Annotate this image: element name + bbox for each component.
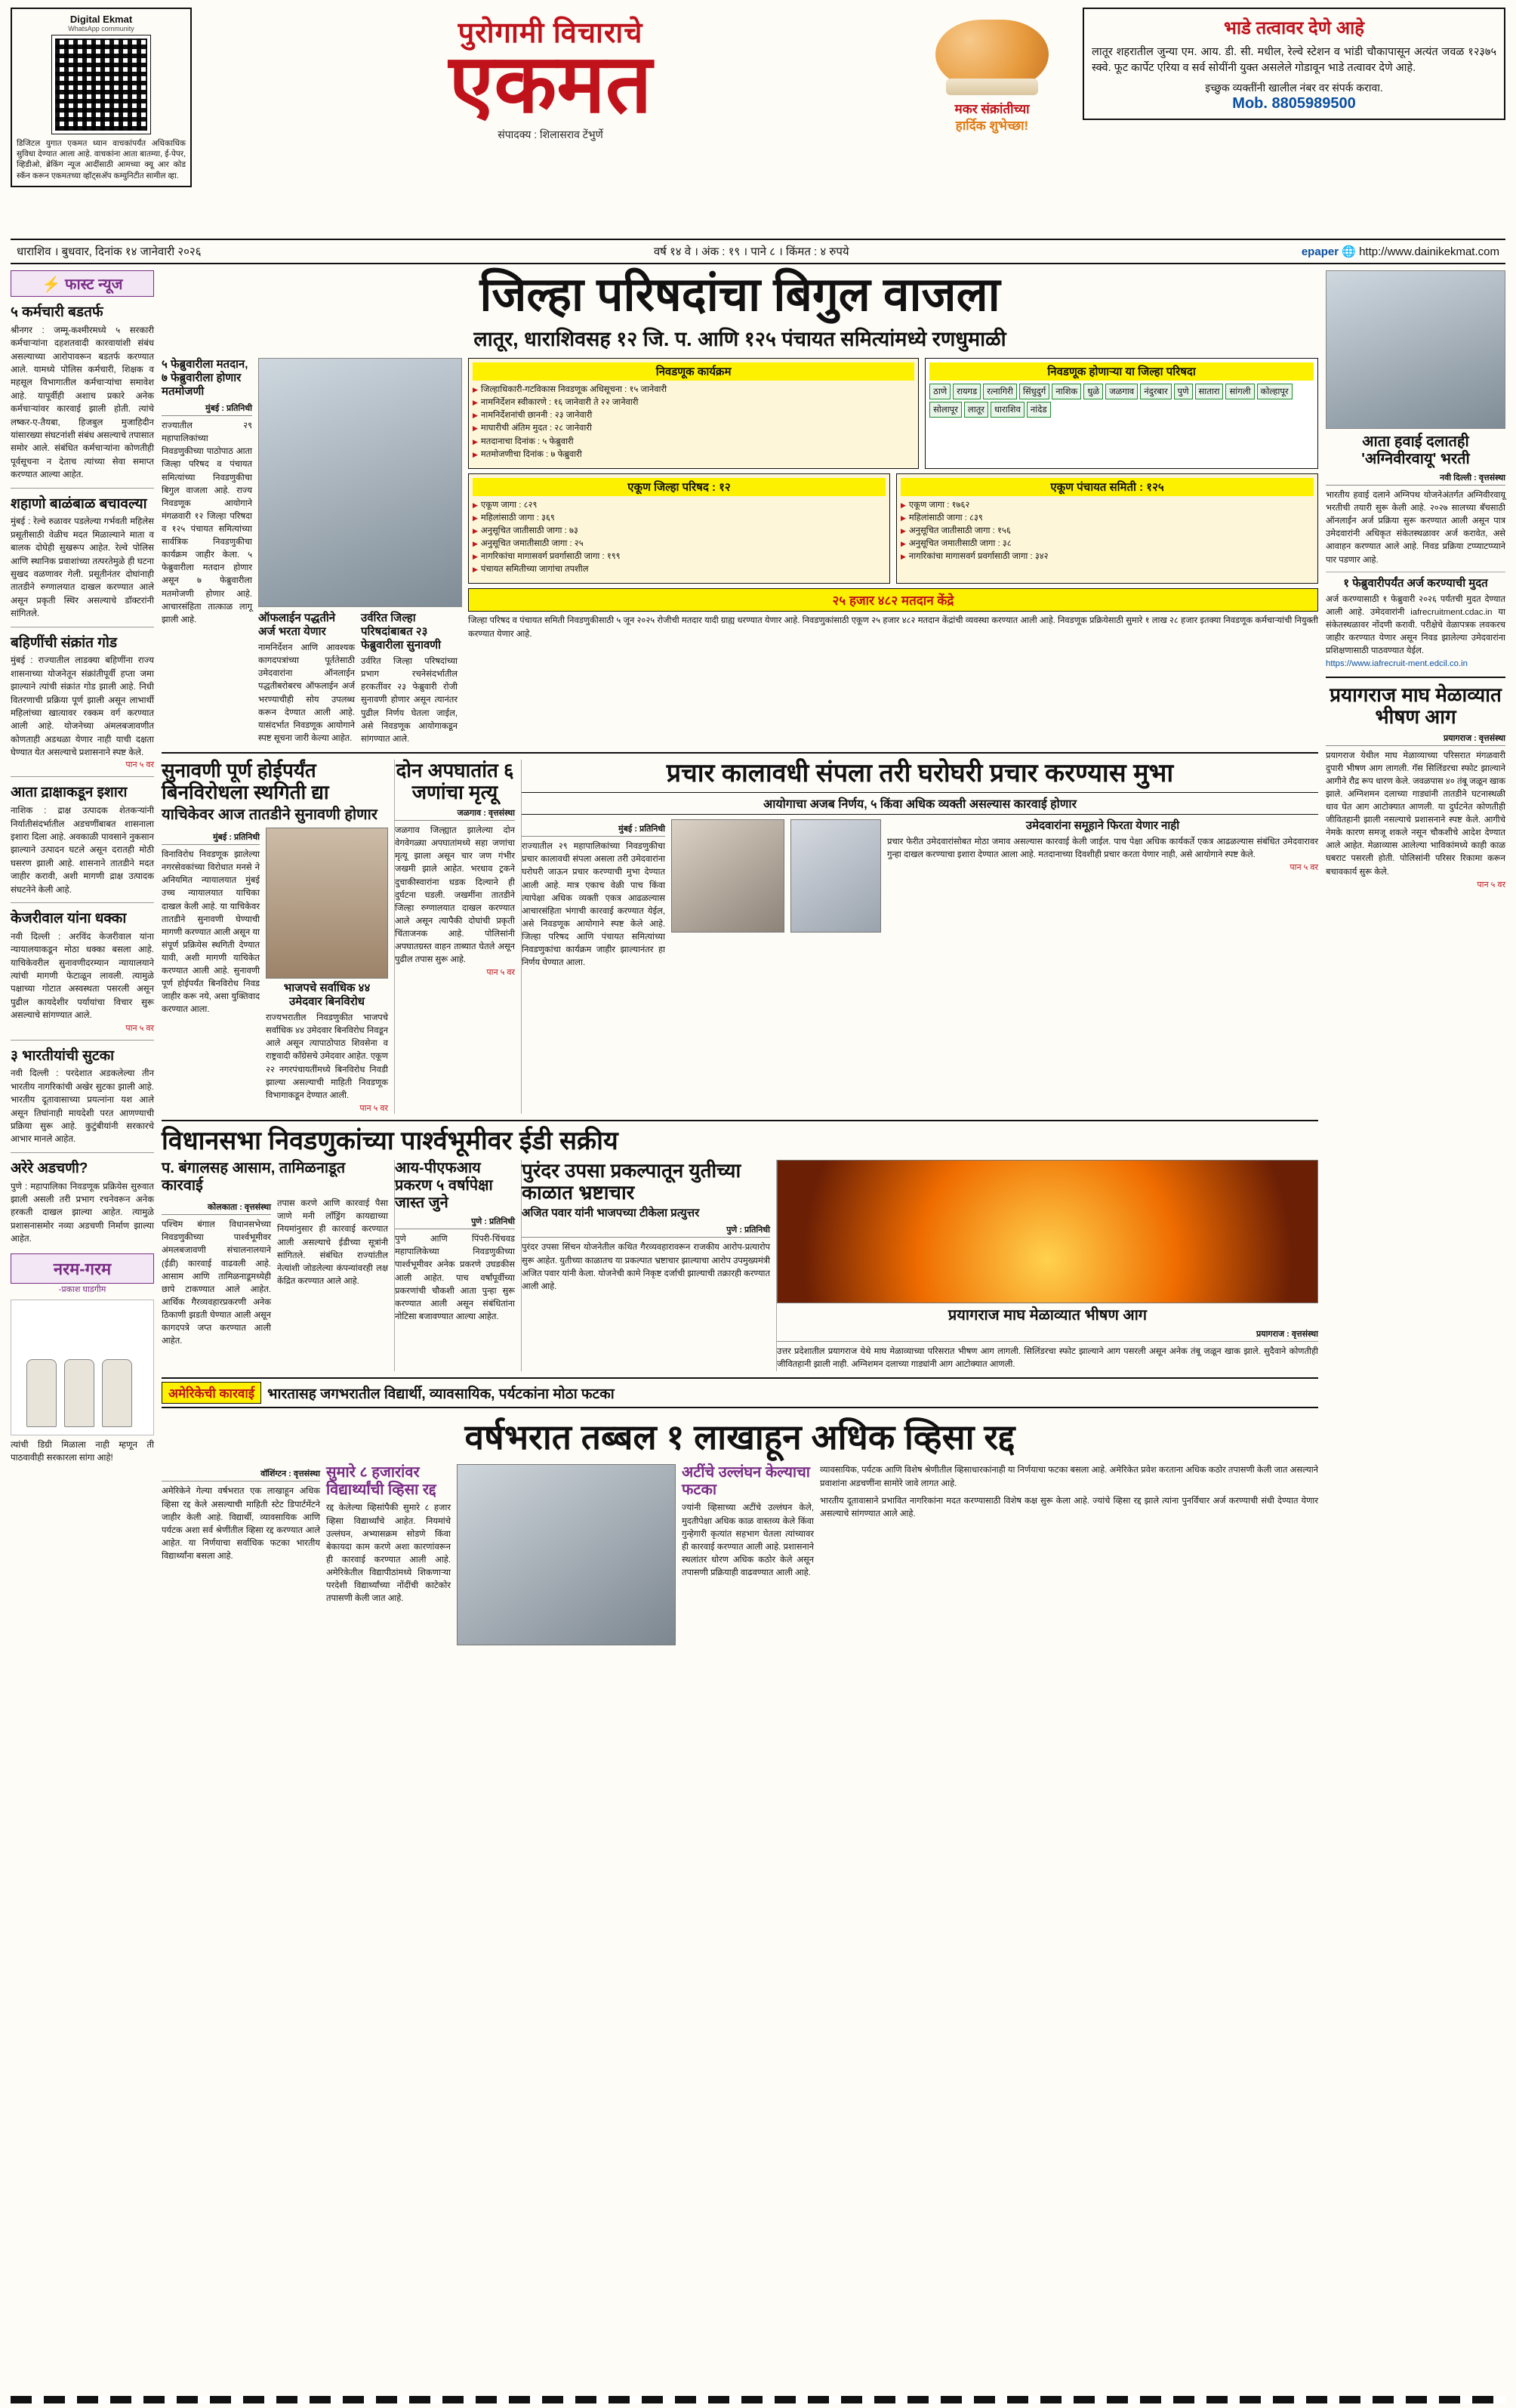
story-body: पश्चिम बंगाल विधानसभेच्या निवडणुकीच्या पार्श्वभूमीवर अंमलबजावणी संचालनालयाने (ईडी) कारवाई वाढवली आहे. आसाम आणि तामिळनाडूमध्येही छापे टाकण्यात आले आहेत. आर्थिक गैरव्यवहारप्रकरणी अनेक ठिकाणी झडती घेण्यात आली असून कागदपत्रे जप्त करण्यात आली आहेत. xyxy=(162,1220,271,1346)
festival-greeting xyxy=(909,8,1075,134)
visa-story-row xyxy=(162,1464,1318,1645)
lead-text-column-2 xyxy=(258,612,355,746)
list-item[interactable] xyxy=(11,496,154,621)
sidebar-headline: उमेदवारांना समूहाने फिरता येणार नाही xyxy=(1025,819,1180,833)
lead-info-boxes xyxy=(468,358,1318,746)
continued-label[interactable]: पान ५ वर xyxy=(1290,863,1318,873)
schedule-item: ▶ नामनिर्देशनांची छाननी : २३ जानेवारी xyxy=(473,409,914,422)
masthead xyxy=(11,8,1505,234)
ed-headline: विधानसभा निवडणुकांच्या पार्श्वभूमीवर ईडी सक्रीय xyxy=(162,1126,618,1155)
ps-stat: ▶ नागरिकांचा मागासवर्ग प्रवर्गासाठी जागा : ३४२ xyxy=(901,550,1314,563)
masthead-title: एकमत xyxy=(448,40,652,130)
list-item[interactable] xyxy=(11,1048,154,1146)
polling-centers-text: जिल्हा परिषद व पंचायत समिती निवडणुकीसाठी ५ जून २०२५ रोजीची मतदार यादी ग्राह्य धरण्यात येणार आहे. निवडणुकांसाठी एकूण २५ हजार ४८२ मतदान केंद्रांची व्यवस्था करण्यात आली आहे. निवडणूक प्रक्रियेसाठी सुमारे १ लाख २८ हजार इतक्या निवडणूक कर्मचाऱ्यांची नियुक्ती करण्यात येणार आहे. xyxy=(468,616,1318,639)
main-content xyxy=(162,270,1318,1645)
byline: कोलकाता : वृत्तसंस्था xyxy=(162,1201,271,1215)
zp-chip: नांदेड xyxy=(1027,402,1051,418)
continued-label[interactable]: पान ५ वर xyxy=(125,760,154,770)
qr-caption: डिजिटल युगात एकमत ध्यान वाचकांपर्यंत अधिकाधिक सुविधा देण्यात आला आहे. वाचकांना आता बातम्या, ई-पेपर, व्हिडीओ, ब्रेकिंग न्यूज आदींसाठी आमच्या क्यू आर कोड स्कॅन करून एकमतच्या व्हॉट्सअ‍ॅप कम्युनिटीत सामील व्हा. xyxy=(17,139,186,180)
schedule-item: ▶ जिल्हाधिकारी-गटविकास निवडणूक अधिसूचना : १५ जानेवारी xyxy=(473,384,914,396)
right-headline-2: १ फेब्रुवारीपर्यंत अर्ज करण्याची मुदत xyxy=(1343,576,1488,590)
zp-chip: धाराशिव xyxy=(991,402,1025,418)
story-body: उत्तर प्रदेशातील प्रयागराज येथे माघ मेळाव्याच्या परिसरात भीषण आग लागली. सिलिंडरचा स्फोट झाल्याने आग पसरली असून अनेक तंबू जळून खाक झाले. सुदैवाने कोणतीही जीवितहानी झाली नाही. अग्निशमन दलाच्या गाड्यांनी आग आटोक्यात आणली. xyxy=(777,1347,1318,1370)
right-column xyxy=(1326,270,1505,1645)
visa-body-2: भारतीय दूतावासाने प्रभावित नागरिकांना मदत करण्यासाठी विशेष कक्ष सुरू केला आहे. ज्यांचे व्हिसा रद्द झाले त्यांना पुनर्विचार अर्ज करण्याची संधी देण्यात येणार असल्याचे सांगण्यात आले आहे. xyxy=(820,1496,1318,1518)
visa-photo-block xyxy=(457,1464,676,1645)
divider xyxy=(162,1120,1318,1121)
story-body: राज्यातील २९ महापालिकांच्या निवडणुकीचा प्रचार कालावधी संपला असला तरी उमेदवारांना घरोघरी जाऊन प्रचार करण्याची मुभा देण्यात आली आहे. मात्र एकाच वेळी पाच किंवा त्यापेक्षा अधिक व्यक्ती एकत्र आढळल्यास आचारसंहिता भंगाची कारवाई करण्यात येईल, असे निवडणूक आयोगाने स्पष्ट केले आहे. जिल्हा परिषद आणि पंचायत समित्यांच्या निवडणुकांचा कार्यक्रम जाहीर झाल्यानंतर हा निर्णय घेण्यात आला. xyxy=(522,842,665,968)
trump-photo xyxy=(457,1464,676,1645)
news-body: पुणे : महापालिका निवडणूक प्रक्रियेस सुरुवात झाली असली तरी प्रभाग रचनेवरून अनेक हरकती दाखल झाल्या आहेत. त्यामुळे प्रशासनासमोर नव्या अडचणी निर्माण झाल्या आहेत. xyxy=(11,1181,154,1244)
title-block xyxy=(199,8,901,142)
visa-sub-headline-2: अटींचे उल्लंघन केल्याचा फटका xyxy=(682,1464,810,1499)
lead-kicker-2: ऑफलाईन पद्धतीने अर्ज भरता येणार xyxy=(258,612,336,639)
story-body: जळगाव जिल्ह्यात झालेल्या दोन वेगवेगळ्या अपघातांमध्ये सहा जणांचा मृत्यू झाला असून चार जण गंभीर जखमी झाले आहेत. भरधाव ट्रकने दुचाकीस्वारांना धडक दिल्याने ही दुर्घटना घडली. जखमींना तातडीने जिल्हा रुग्णालयात दाखल करण्यात आले असून त्यापैकी दोघांची प्रकृती चिंताजनक आहे. पोलिसांनी अपघातग्रस्त वाहन ताब्यात घेतले असून पुढील तपास सुरू आहे. xyxy=(395,826,515,965)
divider xyxy=(1326,677,1505,678)
fast-news-label: फास्ट न्यूज xyxy=(65,276,123,293)
story-headline: प. बंगालसह आसाम, तामिळनाडूत कारवाई xyxy=(162,1160,346,1195)
lead-headline: जिल्हा परिषदांचा बिगुल वाजला xyxy=(479,269,1000,321)
visa-col-1 xyxy=(162,1464,320,1645)
politician-photo xyxy=(671,819,784,933)
byline: पुणे : प्रतिनिधी xyxy=(522,1224,770,1238)
right-body-3: प्रयागराज येथील माघ मेळाव्याच्या परिसरात मंगळवारी दुपारी भीषण आग लागली. गॅस सिलिंडरचा स्फोट झाल्याने आगीने रौद्र रूप धारण केले. जवळपास ४० तंबू जळून खाक झाले. अग्निशमन दलाच्या गाड्यांनी तातडीने घटनास्थळी धाव घेत आग आटोक्यात आणली. या दुर्घटनेत कोणतीही जीवितहानी झाली नसल्याचे प्रशासनाने स्पष्ट केले. आगीचे नेमके कारण समजू शकले नसून चौकशीचे आदेश देण्यात आले आहेत. मेळाव्यास आलेल्या भाविकांमध्ये काही काळ घबराट पसरली होती. पोलिसांनी परिसर रिकामा करून बचावकार्य सुरू केले. xyxy=(1326,751,1505,877)
ps-stat: ▶ एकूण जागा : १७६२ xyxy=(901,499,1314,512)
zp-chip: पुणे xyxy=(1174,384,1193,399)
continued-label[interactable]: पान ५ वर xyxy=(125,1023,154,1033)
story-headline: पुरंदर उपसा प्रकल्पातून युतीच्या काळात भ्रष्टाचार xyxy=(522,1159,741,1204)
visa-headline: वर्षभरात तब्बल १ लाखाहून अधिक व्हिसा रद्द xyxy=(464,1417,1015,1457)
zp-chip: रत्नागिरी xyxy=(983,384,1017,399)
zp-chip: लातूर xyxy=(964,402,988,418)
festival-line-1: मकर संक्रांतीच्या xyxy=(954,102,1030,116)
narm-title: नरम-गरम xyxy=(53,1259,112,1278)
lead-text-column-3 xyxy=(361,612,458,746)
zp-stat: ▶ एकूण जागा : ८२९ xyxy=(473,499,886,512)
laddoo-icon xyxy=(935,20,1049,89)
story-body-cont: तपास करणे आणि कारवाई पैसा जाणे मनी लाँड्रिंग कायद्याच्या नियमांनुसार ही कारवाई करण्यात आली असल्याचे ईडीच्या सूत्रांनी सांगितले. संबंधित राज्यांतील नेत्यांशी जोडलेल्या कंपन्यांवरही लक्ष केंद्रित करण्यात आले आहे. xyxy=(277,1199,388,1286)
bolt-icon: ⚡ xyxy=(42,276,61,293)
voting-machine-photo xyxy=(790,819,881,933)
zp-list-title: निवडणूक होणाऱ्या या जिल्हा परिषदा xyxy=(929,362,1314,381)
story-body: पुरंदर उपसा सिंचन योजनेतील कथित गैरव्यवहारावरून राजकीय आरोप-प्रत्यारोप सुरू आहेत. युतीच्या काळातच या प्रकल्पात भ्रष्टाचार झाल्याचा आरोप उपमुख्यमंत्री अजित पवार यांनी केला. योजनेची कामे निकृष्ट दर्जाची झाल्याची तक्रारही करण्यात आली आहे. xyxy=(522,1243,770,1291)
story-accident[interactable] xyxy=(394,760,515,1114)
globe-icon: 🌐 xyxy=(1342,245,1356,258)
ad-headline: भाडे तत्वावर देणे आहे xyxy=(1223,18,1365,39)
byline: प्रयागराज : वृत्तसंस्था xyxy=(1326,732,1505,746)
ad-footer: इच्छुक व्यक्तींनी खालील नंबर वर संपर्क करावा. xyxy=(1205,82,1383,94)
ad-body: लातूर शहरातील जुन्या एम. आय. डी. सी. मधील, रेल्वे स्टेशन व भांडी चौकापासून अत्यंत जवळ १२३७५ स्क्वे. फूट कार्पेट एरिया व सर्व सोयींनी युक्त असलेले गोडावून भाडे तत्वावर देणे आहे. xyxy=(1092,46,1496,75)
court-building-photo xyxy=(266,828,388,979)
fire-photo xyxy=(777,1160,1318,1303)
story-body: पुणे आणि पिंपरी-चिंचवड महापालिकेच्या निवडणुकीच्या पार्श्वभूमीवर अनेक प्रकरणे उघडकीस आली आहेत. पाच वर्षांपूर्वीच्या प्रकरणांची चौकशी आता पुन्हा सुरू करण्यात आली असून संबंधितांना नोटिसा बजावण्यात आल्या आहेत. xyxy=(395,1235,515,1321)
news-body: मुंबई : रेल्वे रुळावर पडलेल्या गर्भवती महिलेस प्रसूतीसाठी वेळीच मदत मिळाल्याने माता व बालक दोघेही सुखरूप आहेत. रेल्वे पोलिस आणि स्थानिक प्रवाशांच्या तत्परतेमुळे ही घटना सुखद वळणावर गेली. प्रसूतीनंतर दोघांनाही तातडीने रुग्णालयात दाखल करण्यात आले असून प्रकृती स्थिर असल्याचे डॉक्टरांनी सांगितले. xyxy=(11,516,154,619)
visa-col-3 xyxy=(682,1464,814,1645)
byline: वॉशिंग्टन : वृत्तसंस्था xyxy=(162,1468,320,1481)
byline: प्रयागराज : वृत्तसंस्था xyxy=(777,1328,1318,1342)
list-item[interactable] xyxy=(11,635,154,771)
zp-chip: सातारा xyxy=(1195,384,1224,399)
band-tag: अमेरिकेची कारवाई xyxy=(162,1382,261,1404)
fast-news-header xyxy=(11,270,154,297)
lead-photo-block xyxy=(258,358,462,746)
masthead-editor: संपादक्य : शिलासराव टेंभुर्णे xyxy=(498,128,603,140)
qr-code-box[interactable] xyxy=(11,8,192,187)
ps-stat: ▶ अनुसूचित जातीसाठी जागा : १५६ xyxy=(901,525,1314,538)
polling-centers-banner: २५ हजार ४८२ मतदान केंद्रे xyxy=(468,588,1318,612)
byline: नवी दिल्ली : वृत्तसंस्था xyxy=(1326,472,1505,486)
visa-body-1: व्यावसायिक, पर्यटक आणि विशेष श्रेणीतील व्हिसाधारकांनाही या निर्णयाचा फटका बसला आहे. अमेरिकेत प्रवेश करताना अधिक कठोर तपासणी केली जात असल्याने प्रवाशांना अडचणींना सामोरे जावे लागत आहे. xyxy=(820,1466,1318,1488)
news-body: नाशिक : द्राक्ष उत्पादक शेतकऱ्यांनी निर्यातीसंदर्भातील अडचणींबाबत शासनाला इशारा दिला आहे. अवकाळी पावसाने नुकसान झाल्याने उत्पादन घटले असून दरातही मोठी घसरण झाली आहे. शासनाने तातडीने मदत जाहीर करावी, अशी मागणी द्राक्ष उत्पादक संघटनेने केली आहे. xyxy=(11,806,154,895)
zp-stats-title: एकूण जिल्हा परिषद : १२ xyxy=(473,478,886,496)
visa-band xyxy=(162,1377,1318,1408)
ad-mobile-number: Mob. 8805989500 xyxy=(1232,95,1356,113)
byline: मुंबई : प्रतिनिधी xyxy=(522,823,665,837)
cartoon-illustration xyxy=(11,1300,154,1435)
news-title: ५ कर्मचारी बडतर्फ xyxy=(11,304,103,320)
byline: मुंबई : प्रतिनिधी xyxy=(162,402,252,416)
list-item[interactable] xyxy=(11,785,154,896)
lead-text-column-1 xyxy=(162,358,252,746)
photo-caption: भाजपचे सर्वाधिक ४४ उमेदवार बिनविरोध xyxy=(283,982,371,1009)
list-item[interactable] xyxy=(11,1161,154,1246)
air-force-photo xyxy=(1326,270,1505,429)
epaper-link[interactable]: epaper xyxy=(1301,245,1339,258)
secondary-stories-row xyxy=(162,760,1318,1114)
story-subhead: अजित पवार यांनी भाजपच्या टीकेला प्रत्युत्तर xyxy=(522,1207,700,1220)
ps-stats-title: एकूण पंचायत समिती : १२५ xyxy=(901,478,1314,496)
news-body: मुंबई : राज्यातील लाडक्या बहिणींना राज्य शासनाच्या योजनेतून संक्रांतीपूर्वी हप्ता जमा झाल्याने त्यांची संक्रांत गोड झाली आहे. निधी वितरणाची प्रक्रिया पूर्ण झाली असून लाभार्थी महिलांच्या खात्यावर रक्कम वर्ग करण्यात आली आहे. योजनेच्या अंमलबजावणीत कोणताही अडथळा येणार नाही याची दक्षता घेण्यात येत असल्याचे प्रशासनाने स्पष्ट केले. xyxy=(11,655,154,758)
zp-list-box xyxy=(925,358,1318,469)
recruitment-url[interactable]: https://www.iafrecruit-ment.edcil.co.in xyxy=(1326,659,1468,669)
byline: मुंबई : प्रतिनिधी xyxy=(162,831,260,845)
lead-body-2: नामनिर्देशन आणि आवश्यक कागदपत्रांच्या पूर्ततेसाठी उमेदवारांना ऑनलाईन पद्धतीबरोबरच ऑफलाईन अर्ज भरण्याचीही सोय उपलब्ध करून देण्यात आली आहे. यासंदर्भात निवडणूक आयोगाने स्पष्ट सूचना जारी केल्या आहेत. xyxy=(258,643,355,743)
news-title: केजरीवाल यांना धक्का xyxy=(11,911,127,927)
lead-kicker-3: उर्वरित जिल्हा परिषदांबाबत २३ फेब्रुवारीला सुनावणी xyxy=(361,612,442,652)
zp-chip: सिंधुदुर्ग xyxy=(1019,384,1049,399)
fast-news-column xyxy=(11,270,154,1645)
byline: जळगाव : वृत्तसंस्था xyxy=(395,807,515,821)
visa-col-4 xyxy=(820,1464,1318,1645)
story-headline: सुनावणी पूर्ण होईपर्यंत बिनविरोधला स्थगिती द्या xyxy=(162,758,329,803)
news-body: नवी दिल्ली : परदेशात अडकलेल्या तीन भारतीय नागरिकांची अखेर सुटका झाली आहे. भारतीय दूतावासाच्या प्रयत्नांना यश आले असून तिघांनाही मायदेशी परत आणण्याची प्रक्रिया सुरू आहे. कुटुंबीयांनी सरकारचे आभार मानले आहेत. xyxy=(11,1068,154,1145)
zp-stats-box xyxy=(468,473,890,584)
info-bar xyxy=(11,239,1505,264)
visa-lead: अमेरिकेने गेल्या वर्षभरात एक लाखाहून अधिक व्हिसा रद्द केले असल्याची माहिती स्टेट डिपार्टमेंटने जाहीर केली आहे. विद्यार्थी, व्यावसायिक आणि पर्यटक अशा सर्व श्रेणींतील व्हिसा रद्द करण्यात आले आहेत. या निर्णयाचा सर्वाधिक फटका भारतीय विद्यार्थ्यांना बसला आहे. xyxy=(162,1487,320,1561)
sidebar-body: प्रचार फेरीत उमेदवारांसोबत मोठा जमाव असल्यास कारवाई केली जाईल. पाच पेक्षा अधिक कार्यकर्ते एकत्र आढळल्यास संबंधित उमेदवारावर गुन्हा दाखल करण्याचा इशारा देण्यात आला आहे. मतदानाच्या दिवशीही प्रचार करता येणार नाही, असे आयोगाने स्पष्ट केले. xyxy=(887,837,1318,860)
story-headline: दोन अपघातांत ६ जणांचा मृत्यू xyxy=(396,758,514,803)
visa-sub-text-1: रद्द केलेल्या व्हिसांपैकी सुमारे ८ हजार व्हिसा विद्यार्थ्यांचे आहेत. नियमांचे उल्लंघन, अभ्यासक्रम सोडणे किंवा बेकायदा काम करणे अशा कारणांवरून ही कारवाई करण्यात आली आहे. अमेरिकेतील विद्यापीठांमध्ये शिकणाऱ्या परदेशी विद्यार्थ्यांच्या नोंदींची काटेकोर तपासणी केली जात आहे. xyxy=(326,1503,451,1604)
election-schedule-box xyxy=(468,358,919,469)
zp-chip: ठाणे xyxy=(929,384,951,399)
schedule-item: ▶ माघारीची अंतिम मुदत : २८ जानेवारी xyxy=(473,422,914,435)
byline: पुणे : प्रतिनिधी xyxy=(395,1216,515,1229)
continued-label[interactable]: पान ५ वर xyxy=(1477,880,1505,890)
divider xyxy=(11,776,154,777)
zp-stat: ▶ अनुसूचित जातीसाठी जागा : ७३ xyxy=(473,525,886,538)
masthead-tagline: पुरोगामी विचाराचे xyxy=(458,17,643,49)
zp-stat: ▶ पंचायत समितीच्या जागांचा तपशील xyxy=(473,563,886,576)
lead-kicker-1: ५ फेब्रुवारीला मतदान, ७ फेब्रुवारीला होणार मतमोजणी xyxy=(162,358,248,399)
zp-chip: नंदुरबार xyxy=(1140,384,1171,399)
news-title: ३ भारतीयांची सुटका xyxy=(11,1047,115,1064)
narm-author: -प्रकाश घाडगीम xyxy=(58,1284,106,1294)
right-body-1: भारतीय हवाई दलाने अग्निपथ योजनेअंतर्गत अग्निवीरवायू भरतीची तयारी सुरू केली आहे. २०२७ सालच्या बॅचसाठी ऑनलाईन अर्ज प्रक्रिया सुरू करण्यात आली असून पात्र उमेदवारांनी अधिकृत संकेतस्थळावर अर्ज करावेत, असे आवाहन करण्यात आले आहे. निवड प्रक्रिया टप्प्याटप्प्याने पार पडणार आहे. xyxy=(1326,491,1505,565)
band-tagline: भारतासह जगभरातील विद्यार्थी, व्यावसायिक, पर्यटकांना मोठा फटका xyxy=(267,1386,615,1402)
continued-label[interactable]: पान ५ वर xyxy=(359,1103,388,1113)
schedule-list xyxy=(473,384,914,461)
zp-chip: नाशिक xyxy=(1052,384,1081,399)
issue-details: वर्ष १४ वे । अंक : १९ । पाने ८ । किंमत : ४ रुपये xyxy=(653,245,849,258)
zp-chip: धुळे xyxy=(1083,384,1103,399)
story-hearing[interactable] xyxy=(162,760,388,1114)
story-headline: प्रचार कालावधी संपला तरी घरोघरी प्रचार करण्यास मुभा xyxy=(666,758,1174,788)
photo-story-body: राज्यभरातील निवडणुकीत भाजपचे सर्वाधिक ४४ उमेदवार बिनविरोध निवडून आले असून त्यापाठोपाठ शिवसेना व राष्ट्रवादी काँग्रेसचे उमेदवार आहेत. एकूण २२ नगरपंचायतींमध्ये बिनविरोध निवडी झाल्या असल्याची माहिती निवडणूक विभागाकडून देण्यात आली. xyxy=(266,1013,388,1100)
story-prayagraj-fire[interactable] xyxy=(776,1160,1318,1371)
column-narm-garam-header xyxy=(11,1253,154,1284)
ps-stats-box xyxy=(896,473,1318,584)
zp-stat: ▶ महिलांसाठी जागा : ३६९ xyxy=(473,512,886,525)
divider xyxy=(11,902,154,903)
website-url[interactable]: http://www.dainikekmat.com xyxy=(1359,245,1499,258)
page-footer-bar xyxy=(11,2396,1505,2403)
story-headline: आय-पीएफआय प्रकरण ५ वर्षापेक्षा जास्त जुने xyxy=(395,1160,493,1212)
zp-chip: जळगाव xyxy=(1105,384,1138,399)
schedule-title: निवडणूक कार्यक्रम xyxy=(473,362,914,381)
zp-chip: सांगली xyxy=(1225,384,1254,399)
story-campaign[interactable] xyxy=(521,760,1318,1114)
news-title: अरेरे अडचणी? xyxy=(11,1160,88,1176)
continued-label[interactable]: पान ५ वर xyxy=(486,968,515,978)
story-body: विनाविरोध निवडणूक झालेल्या नगरसेवकांच्या विरोधात मनसे ने अनियमित न्यायालयात मुंबई उच्च न्यायालयात याचिका दाखल केली आहे. या याचिकेवर तातडीने सुनावणी घेण्याची मागणी करण्यात आली असून या संपूर्ण प्रक्रियेस स्थगिती देण्यात यावी, अशी मागणी याचिकेत करण्यात आली आहे. सुनावणी पूर्ण होईपर्यंत बिनविरोध निवड जाहीर करू नये, असा युक्तिवाद करण्यात आला. xyxy=(162,850,260,1015)
qr-code-image[interactable] xyxy=(52,35,150,134)
list-item[interactable] xyxy=(11,304,154,482)
lead-subheadline: लातूर, धाराशिवसह १२ जि. प. आणि १२५ पंचायत समित्यांमध्ये रणधुमाळी xyxy=(473,328,1006,351)
news-title: आता द्राक्षाकडून इशारा xyxy=(11,785,128,801)
edition-date: धाराशिव । बुधवार, दिनांक १४ जानेवारी २०२६ xyxy=(17,245,202,258)
zp-chip: सोलापूर xyxy=(929,402,962,418)
cartoon-caption: त्यांची डिग्री मिळाला नाही म्हणून ती पाठवावीही सरकारला सांगा आहे! xyxy=(11,1439,154,1463)
news-title: बहिणींची संक्रांत गोड xyxy=(11,634,118,651)
right-body-2: अर्ज करण्यासाठी १ फेब्रुवारी २०२६ पर्यंतची मुदत देण्यात आली आहे. उमेदवारांनी iafrecruitment.cdac.in या संकेतस्थळावर नोंदणी करावी. परीक्षेचे वेळापत्रक लवकरच जाहीर करण्यात येणार असून निवड झालेल्या उमेदवारांना प्रशिक्षणासाठी पाठवण्यात येईल. xyxy=(1326,594,1505,656)
zp-chip: कोल्हापूर xyxy=(1257,384,1293,399)
schedule-item: ▶ नामनिर्देशन स्वीकारणे : १६ जानेवारी ते २२ जानेवारी xyxy=(473,396,914,409)
divider xyxy=(11,1040,154,1041)
qr-subtitle: WhatsApp community xyxy=(68,25,134,32)
lead-body-1: राज्यातील २९ महापालिकांच्या निवडणुकीच्या पाठोपाठ आता जिल्हा परिषद व पंचायत समित्यांच्या निवडणुकीचा बिगुल वाजला आहे. राज्य निवडणूक आयोगाने मंगळवारी १२ जिल्हा परिषदा व १२५ पंचायत समित्यांच्या सार्वत्रिक निवडणुकीचा कार्यक्रम जाहीर केला. ५ फेब्रुवारीला मतदान होणार असून ७ फेब्रुवारीला मतमोजणी होणार आहे. आचारसंहिता तात्काळ लागू झाली आहे. xyxy=(162,421,252,624)
schedule-item: ▶ मतदानाचा दिनांक : ५ फेब्रुवारी xyxy=(473,436,914,449)
festival-line-2: हार्दिक शुभेच्छा! xyxy=(955,119,1029,134)
ps-stat: ▶ अनुसूचित जमातीसाठी जागा : ३८ xyxy=(901,538,1314,550)
story-pfi[interactable] xyxy=(394,1160,515,1371)
story-purandar[interactable] xyxy=(521,1160,770,1371)
zp-chip: रायगड xyxy=(953,384,981,399)
news-body: श्रीनगर : जम्मू-कश्मीरमध्ये ५ सरकारी कर्मचाऱ्यांना दहशतवादी कारवायांशी संबंध असल्याच्या आरोपावरून बडतर्फ करण्यात आले. यामध्ये पोलिस कर्मचारी, शिक्षक व महसूल विभागातील कर्मचाऱ्यांचा समावेश आहे. यापूर्वीही अशाच प्रकारे अनेक कर्मचाऱ्यांवर कारवाई झाली होती. त्यांचे लष्कर-ए-तैयबा, हिजबुल मुजाहिदीन यांसारख्या संघटनांशी संबंध असल्याचे तपासात समोर आले. संबंधित कर्मचाऱ्यांना कोणतीही पूर्वसूचना न देताच त्यांच्या सेवा समाप्त करण्यात आल्या आहेत. xyxy=(11,325,154,480)
story-subhead: आयोगाचा अजब निर्णय, ५ किंवा अधिक व्यक्ती असल्यास कारवाई होणार xyxy=(522,792,1318,815)
news-body: नवी दिल्ली : अरविंद केजरीवाल यांना न्यायालयाकडून मोठा धक्का बसला आहे. याचिकेवरील सुनावणीदरम्यान न्यायालयाने त्यांची मागणी फेटाळून लावली. त्यामुळे पक्षाच्या गोटात अस्वस्थता पसरली असून पुढील कायदेशीर पर्यायांचा विचार सुरू असल्याचे सांगण्यात आले. xyxy=(11,931,154,1021)
ps-stat: ▶ महिलांसाठी जागा : ८३९ xyxy=(901,512,1314,525)
advertisement-box xyxy=(1083,8,1505,120)
schedule-item: ▶ मतमोजणीचा दिनांक : ७ फेब्रुवारी xyxy=(473,449,914,461)
ed-section xyxy=(162,1127,1318,1372)
visa-col-2 xyxy=(326,1464,451,1645)
zp-stat: ▶ नागरिकांचा मागासवर्ग प्रवर्गासाठी जागा : १९९ xyxy=(473,550,886,563)
zp-stat: ▶ अनुसूचित जमातीसाठी जागा : २५ xyxy=(473,538,886,550)
lead-body-3: उर्वरित जिल्हा परिषदांच्या प्रभाग रचनेसंदर्भातील हरकतींवर २३ फेब्रुवारी रोजी सुनावणी होणार असून त्यानंतर पुढील निर्णय घेतला जाईल, असे निवडणूक आयोगाकडून सांगण्यात आले. xyxy=(361,657,458,744)
divider xyxy=(11,488,154,489)
visa-sub-headline-1: सुमारे ८ हजारांवर विद्यार्थ्यांची व्हिसा रद्द xyxy=(326,1464,436,1499)
right-headline-1: आता हवाई दलातही 'अग्निवीरवायू' भरती xyxy=(1361,433,1470,467)
right-headline-3: प्रयागराज माघ मेळाव्यात भीषण आग xyxy=(1330,683,1502,729)
news-title: शहाणो बाळंबाळ बचावल्या xyxy=(11,495,147,512)
list-item[interactable] xyxy=(11,911,154,1034)
story-subhead: याचिकेवर आज तातडीने सुनावणी होणार xyxy=(162,806,377,824)
qr-title: Digital Ekmat xyxy=(69,14,133,25)
story-ed-bengal[interactable] xyxy=(162,1160,388,1371)
lead-photo-evm-hand xyxy=(258,358,462,607)
divider xyxy=(162,752,1318,754)
story-headline: प्रयागराज माघ मेळाव्यात भीषण आग xyxy=(948,1307,1148,1324)
divider xyxy=(11,1152,154,1153)
visa-sub-text-2: ज्यांनी व्हिसाच्या अटींचे उल्लंघन केले, मुदतीपेक्षा अधिक काळ वास्तव्य केले किंवा गुन्हेगारी कृत्यांत सहभाग घेतला त्यांच्यावर ही कारवाई करण्यात आली आहे. प्रशासनाने स्थलांतर धोरण अधिक कठोर केले असून तपासणी प्रक्रियाही वाढवण्यात आली आहे. xyxy=(682,1503,814,1577)
